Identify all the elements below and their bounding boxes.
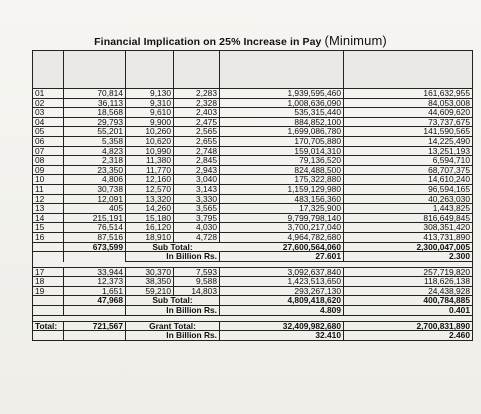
annual-cell: 141,590,565 [344, 127, 473, 137]
increase-cell: 2,943 [174, 165, 220, 175]
table-row [33, 213, 473, 223]
increase-cell: 2,655 [174, 136, 220, 146]
amount-cell: 159,014,310 [220, 146, 344, 156]
header-cell [33, 51, 64, 89]
employees-cell: 1,651 [64, 286, 126, 296]
annual-cell: 1,443,825 [344, 204, 473, 214]
amount-cell: 4,964,782,680 [220, 232, 344, 242]
min-pay-cell: 11,770 [126, 165, 174, 175]
group2-summary [33, 296, 473, 321]
increase-cell: 3,565 [174, 204, 220, 214]
annual-cell: 816,649,845 [344, 213, 473, 223]
annual-cell: 24,438,928 [344, 286, 473, 296]
scale-cell: 16 [33, 232, 64, 242]
employees-cell: 4,823 [64, 146, 126, 156]
annual-cell: 308,351,420 [344, 223, 473, 233]
increase-cell: 4,030 [174, 223, 220, 233]
amount-cell: 824,488,500 [220, 165, 344, 175]
total-label: Total: [33, 321, 64, 331]
table-row [33, 146, 473, 156]
document-title [0, 33, 481, 48]
table-row [33, 98, 473, 108]
total-count: 721,567 [64, 321, 126, 331]
min-pay-cell: 59,210 [126, 286, 174, 296]
table-row [33, 194, 473, 204]
increase-cell: 2,403 [174, 108, 220, 118]
scale-cell: 04 [33, 117, 64, 127]
employees-cell: 12,373 [64, 277, 126, 287]
table-row [33, 184, 473, 194]
scale-cell: 08 [33, 156, 64, 166]
table-row [33, 117, 473, 127]
subtotal-label: Sub Total: [126, 296, 220, 306]
min-pay-cell: 14,260 [126, 204, 174, 214]
annual-cell: 73,737,675 [344, 117, 473, 127]
amount-cell: 175,322,880 [220, 175, 344, 185]
subtotal-row [33, 296, 473, 306]
increase-cell: 3,143 [174, 184, 220, 194]
amount-cell: 79,136,520 [220, 156, 344, 166]
employees-cell: 5,358 [64, 136, 126, 146]
subtotal-label: Sub Total: [126, 242, 220, 252]
table-row [33, 223, 473, 233]
min-pay-cell: 11,380 [126, 156, 174, 166]
min-pay-cell: 9,130 [126, 89, 174, 99]
scale-cell: 19 [33, 286, 64, 296]
increase-cell: 2,845 [174, 156, 220, 166]
total-section [33, 321, 473, 340]
min-pay-cell: 12,160 [126, 175, 174, 185]
grand-total-annual: 2,700,831,890 [344, 321, 473, 331]
billion-label: In Billion Rs. [126, 331, 220, 341]
scale-cell: 01 [33, 89, 64, 99]
min-pay-cell: 10,990 [126, 146, 174, 156]
billion-annual: 0.401 [344, 306, 473, 316]
table-row [33, 127, 473, 137]
annual-cell: 118,626,138 [344, 277, 473, 287]
table-row [33, 156, 473, 166]
header-cell [220, 51, 344, 89]
subtotal-annual: 2,300,047,005 [344, 242, 473, 252]
billion-amount: 4.809 [220, 306, 344, 316]
scale-cell: 15 [33, 223, 64, 233]
annual-cell: 161,632,955 [344, 89, 473, 99]
group1-summary [33, 242, 473, 267]
billion-label: In Billion Rs. [126, 252, 220, 262]
min-pay-cell: 15,180 [126, 213, 174, 223]
annual-cell: 14,610,240 [344, 175, 473, 185]
annual-cell: 84,053,008 [344, 98, 473, 108]
amount-cell: 483,156,360 [220, 194, 344, 204]
subtotal-amount: 4,809,418,620 [220, 296, 344, 306]
subtotal-amount: 27,600,564,060 [220, 242, 344, 252]
employees-cell: 2,318 [64, 156, 126, 166]
header-cell [344, 51, 473, 89]
table-row [33, 108, 473, 118]
subtotal-row [33, 242, 473, 252]
grand-total-row [33, 321, 473, 331]
annual-cell: 40,263,030 [344, 194, 473, 204]
amount-cell: 3,700,217,040 [220, 223, 344, 233]
scale-cell: 05 [33, 127, 64, 137]
scale-cell: 03 [33, 108, 64, 118]
table-row [33, 232, 473, 242]
increase-cell: 2,328 [174, 98, 220, 108]
annual-cell: 257,719,820 [344, 267, 473, 277]
min-pay-cell: 16,120 [126, 223, 174, 233]
increase-cell: 3,795 [174, 213, 220, 223]
annual-cell: 14,225,490 [344, 136, 473, 146]
billion-row [33, 252, 473, 262]
amount-cell: 1,939,595,460 [220, 89, 344, 99]
header-cell [174, 51, 220, 89]
increase-cell: 3,330 [174, 194, 220, 204]
amount-cell: 1,423,513,650 [220, 277, 344, 287]
employees-cell: 70,814 [64, 89, 126, 99]
amount-cell: 9,799,798,140 [220, 213, 344, 223]
increase-cell: 2,748 [174, 146, 220, 156]
scale-cell: 12 [33, 194, 64, 204]
subtotal-annual: 400,784,885 [344, 296, 473, 306]
increase-cell: 4,728 [174, 232, 220, 242]
annual-cell: 44,609,620 [344, 108, 473, 118]
annual-cell: 96,594,165 [344, 184, 473, 194]
table-row [33, 277, 473, 287]
scale-cell: 06 [33, 136, 64, 146]
amount-cell: 884,852,100 [220, 117, 344, 127]
annual-cell: 68,707,375 [344, 165, 473, 175]
employees-cell: 23,350 [64, 165, 126, 175]
table-row [33, 89, 473, 99]
increase-cell: 9,588 [174, 277, 220, 287]
employees-cell: 87,516 [64, 232, 126, 242]
increase-cell: 2,283 [174, 89, 220, 99]
min-pay-cell: 30,370 [126, 267, 174, 277]
billion-amount: 27.601 [220, 252, 344, 262]
group1-body [33, 89, 473, 243]
increase-cell: 2,565 [174, 127, 220, 137]
amount-cell: 1,008,636,090 [220, 98, 344, 108]
increase-cell: 3,040 [174, 175, 220, 185]
min-pay-cell: 9,900 [126, 117, 174, 127]
employees-cell: 4,806 [64, 175, 126, 185]
increase-cell: 2,475 [174, 117, 220, 127]
table-row [33, 165, 473, 175]
title-main: Financial Implication on 25% Increase in Pay [94, 36, 322, 48]
employees-cell: 30,738 [64, 184, 126, 194]
table-row [33, 175, 473, 185]
table-row [33, 204, 473, 214]
employees-cell: 76,514 [64, 223, 126, 233]
billion-row [33, 306, 473, 316]
scale-cell: 07 [33, 146, 64, 156]
scale-cell: 10 [33, 175, 64, 185]
grant-total-label: Grant Total: [126, 321, 220, 331]
scale-cell: 17 [33, 267, 64, 277]
amount-cell: 17,325,900 [220, 204, 344, 214]
min-pay-cell: 9,310 [126, 98, 174, 108]
billion-annual: 2.460 [344, 331, 473, 341]
min-pay-cell: 10,260 [126, 127, 174, 137]
amount-cell: 535,315,440 [220, 108, 344, 118]
scale-cell: 11 [33, 184, 64, 194]
amount-cell: 3,092,637,840 [220, 267, 344, 277]
scale-cell: 18 [33, 277, 64, 287]
scale-cell: 02 [33, 98, 64, 108]
billion-annual: 2.300 [344, 252, 473, 262]
annual-cell: 13,251,193 [344, 146, 473, 156]
amount-cell: 1,699,086,780 [220, 127, 344, 137]
annual-cell: 6,594,710 [344, 156, 473, 166]
employees-cell: 55,201 [64, 127, 126, 137]
billion-row [33, 331, 473, 341]
min-pay-cell: 13,320 [126, 194, 174, 204]
scale-cell: 09 [33, 165, 64, 175]
min-pay-cell: 9,610 [126, 108, 174, 118]
table-row [33, 136, 473, 146]
subtotal-count: 673,599 [64, 242, 126, 252]
employees-cell: 405 [64, 204, 126, 214]
annual-cell: 413,731,890 [344, 232, 473, 242]
header-cell [126, 51, 174, 89]
table-row [33, 286, 473, 296]
header-cell [64, 51, 126, 89]
scale-cell: 13 [33, 204, 64, 214]
min-pay-cell: 10,620 [126, 136, 174, 146]
amount-cell: 293,267,130 [220, 286, 344, 296]
amount-cell: 1,159,129,980 [220, 184, 344, 194]
employees-cell: 29,793 [64, 117, 126, 127]
title-suffix: (Minimum) [324, 33, 387, 48]
grand-total-amount: 32,409,982,680 [220, 321, 344, 331]
employees-cell: 33,944 [64, 267, 126, 277]
employees-cell: 36,113 [64, 98, 126, 108]
billion-label: In Billion Rs. [126, 306, 220, 316]
min-pay-cell: 12,570 [126, 184, 174, 194]
table-row [33, 267, 473, 277]
increase-cell: 14,803 [174, 286, 220, 296]
amount-cell: 170,705,880 [220, 136, 344, 146]
scale-cell: 14 [33, 213, 64, 223]
employees-cell: 18,568 [64, 108, 126, 118]
employees-cell: 215,191 [64, 213, 126, 223]
financial-table [32, 50, 473, 341]
subtotal-count: 47,968 [64, 296, 126, 306]
employees-cell: 12,091 [64, 194, 126, 204]
min-pay-cell: 18,910 [126, 232, 174, 242]
billion-amount: 32.410 [220, 331, 344, 341]
group2-body [33, 267, 473, 296]
increase-cell: 7,593 [174, 267, 220, 277]
min-pay-cell: 38,350 [126, 277, 174, 287]
table-header-row [33, 51, 473, 89]
